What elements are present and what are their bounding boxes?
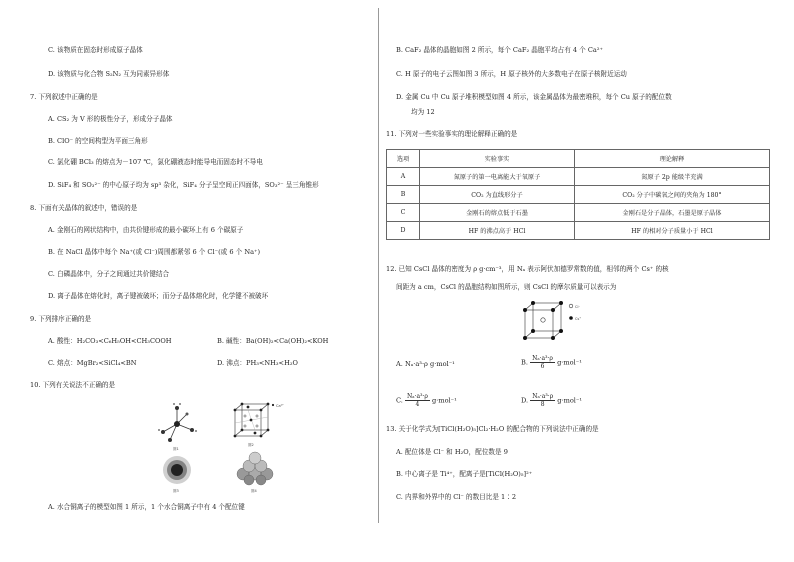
- option-label: A.: [396, 360, 403, 368]
- unit-label: g·mol⁻¹: [557, 358, 582, 367]
- table-header: 选项: [387, 150, 420, 168]
- table-cell: 氮原子的第一电离能大于氧原子: [420, 168, 575, 186]
- question-11: 11. 下列对一些实验事实的理论解释正确的是: [386, 130, 518, 138]
- question-13: 13. 关于化学式为[TiCl(H₂O)₅]Cl₂·H₂O 的配合物的下列说法中正确的是: [386, 425, 599, 433]
- fraction-numerator: Nₐ·a³·ρ: [407, 393, 428, 400]
- option-d-fraction: [530, 393, 555, 408]
- figure-2-label: 图2: [248, 443, 254, 447]
- table-cell: B: [387, 186, 420, 204]
- figure-3-label: 图3: [173, 489, 179, 493]
- option-label: D.: [521, 396, 529, 405]
- table-cell: 金刚石是分子晶体，石墨是原子晶体: [575, 204, 770, 222]
- unit-label: g·mol⁻¹: [430, 360, 455, 368]
- figure-2-legend: Ca²⁺: [276, 404, 284, 408]
- q6-option-d: D. 该物质与化合物 S₂N₂ 互为同素异形体: [48, 70, 170, 78]
- table-cell: 氮原子 2p 能级半充满: [575, 168, 770, 186]
- q12-option-d: [521, 393, 582, 408]
- q10-option-c: C. H 原子的电子云图如图 3 所示，H 原子核外的大多数电子在原子核附近运动: [396, 70, 627, 78]
- question-8: 8. 下面有关晶体的叙述中，错误的是: [30, 204, 138, 212]
- q7-option-c: C. 氯化硼 BCl₃ 的熔点为－107 ℃，氯化硼液态时能导电而固态时不导电: [48, 158, 263, 166]
- question-7: 7. 下列叙述中正确的是: [30, 93, 98, 101]
- table-cell: D: [387, 222, 420, 240]
- figure-4-label: 图4: [251, 489, 257, 493]
- q8-option-b: B. 在 NaCl 晶体中每个 Na⁺(或 Cl⁻)周围都紧邻 6 个 Cl⁻(或 6 个 Na⁺): [48, 248, 261, 256]
- table-cell: HF 的相对分子质量小于 HCl: [575, 222, 770, 240]
- q8-option-c: C. 白磷晶体中，分子之间通过共价键结合: [48, 270, 170, 278]
- q9-option-a: A. 酸性：H₂CO₃<C₆H₅OH<CH₃COOH: [48, 337, 172, 345]
- table-row: [387, 204, 770, 222]
- q6-option-c: C. 该物质在固态时形成原子晶体: [48, 46, 143, 54]
- figure-1-label: 图1: [173, 447, 179, 451]
- fraction-denominator: 6: [540, 363, 545, 370]
- q10-option-a: A. 水合铜离子的模型如图 1 所示，1 个水合铜离子中有 4 个配位键: [48, 503, 245, 511]
- fraction-denominator: 8: [540, 401, 545, 408]
- q12-option-a: [396, 360, 455, 369]
- q10-figures: [145, 400, 295, 500]
- question-12-line2: 间距为 a cm，CsCl 的晶胞结构如图所示，则 CsCl 的摩尔质量可以表示为: [396, 283, 617, 291]
- table-row: [387, 222, 770, 240]
- table-cell: HF 的沸点高于 HCl: [420, 222, 575, 240]
- table-header-row: [387, 150, 770, 168]
- figure-2-caf2-unit-cell: [234, 403, 284, 447]
- q9-option-d: D. 沸点：PH₃<NH₃<H₂O: [217, 359, 298, 367]
- q10-option-d-line2: 均为 12: [411, 108, 435, 116]
- fraction-numerator: Nₐ·a³·ρ: [532, 355, 553, 362]
- unit-label: g·mol⁻¹: [557, 396, 583, 405]
- q13-option-b: B. 中心离子是 Ti⁴⁺，配离子是[TiCl(H₂O)₅]²⁺: [396, 470, 533, 478]
- figure-3-electron-cloud: [163, 456, 191, 493]
- option-c-fraction: [405, 393, 430, 408]
- q8-option-d: D. 离子晶体在熔化时，离子键被破坏；而分子晶体熔化时，化学键不被破坏: [48, 292, 269, 300]
- table-header: 实验事实: [420, 150, 575, 168]
- cscl-unit-cell-diagram: [521, 298, 591, 344]
- table-cell: CO₂ 分子中碳氧之间的夹角为 180°: [575, 186, 770, 204]
- fraction-denominator: 4: [415, 401, 420, 408]
- q12-option-c: [396, 393, 457, 408]
- figure-4-close-packing: [237, 452, 273, 493]
- q9-option-b: B. 碱性：Ba(OH)₂<Ca(OH)₂<KOH: [217, 337, 329, 345]
- question-12-line1: 12. 已知 CsCl 晶体的密度为 ρ g·cm⁻³，用 Nₐ 表示阿伏加德罗常数的值，相邻的两个 Cs⁺ 的核: [386, 265, 669, 273]
- fraction-numerator: Nₐ·a³·ρ: [532, 393, 554, 400]
- q9-option-c: C. 熔点：MgBr₂<SiCl₄<BN: [48, 359, 137, 367]
- q10-option-b: B. CaF₂ 晶体的晶胞如图 2 所示，每个 CaF₂ 晶胞平均占有 4 个 Ca²⁺: [396, 46, 603, 54]
- figure-1-hydrated-copper-ion: [158, 403, 197, 451]
- table-cell: A: [387, 168, 420, 186]
- question-10: 10. 下列有关说法不正确的是: [30, 381, 116, 389]
- q7-option-d: D. SiF₄ 和 SO₃²⁻ 的中心原子均为 sp³ 杂化，SiF₄ 分子呈空间正四面体，SO₃²⁻ 呈三角锥形: [48, 181, 319, 189]
- q12-option-b: [521, 355, 582, 370]
- unit-label: g·mol⁻¹: [432, 396, 457, 405]
- option-label: B.: [521, 358, 528, 367]
- q13-option-c: C. 内界和外界中的 Cl⁻ 的数目比是 1∶2: [396, 493, 517, 501]
- option-b-fraction: [530, 355, 555, 370]
- table-cell: C: [387, 204, 420, 222]
- q7-option-a: A. CS₂ 为 V 形的极性分子，形成分子晶体: [48, 115, 173, 123]
- table-cell: 金刚石的熔点低于石墨: [420, 204, 575, 222]
- table-row: [387, 186, 770, 204]
- q13-option-a: A. 配位体是 Cl⁻ 和 H₂O，配位数是 9: [396, 448, 508, 456]
- cscl-legend-cs: Cs⁺: [575, 317, 582, 321]
- question-9: 9. 下列排序正确的是: [30, 315, 92, 323]
- q7-option-b: B. ClO⁻ 的空间构型为平面三角形: [48, 137, 148, 145]
- option-a-expression: Nₐ·a³·ρ: [404, 360, 428, 368]
- table-row: [387, 168, 770, 186]
- q8-option-a: A. 金刚石的网状结构中，由共价键形成的最小碳环上有 6 个碳原子: [48, 226, 244, 234]
- q10-option-d-line1: D. 金属 Cu 中 Cu 原子堆积模型如图 4 所示，该金属晶体为最密堆积，每个 Cu 原子的配位数: [396, 93, 672, 101]
- table-header: 理论解释: [575, 150, 770, 168]
- cscl-legend-cl: Cl⁻: [575, 305, 581, 309]
- table-cell: CO₂ 为直线形分子: [420, 186, 575, 204]
- option-label: C.: [396, 396, 403, 405]
- q11-table: [386, 149, 770, 240]
- column-divider: [378, 8, 379, 523]
